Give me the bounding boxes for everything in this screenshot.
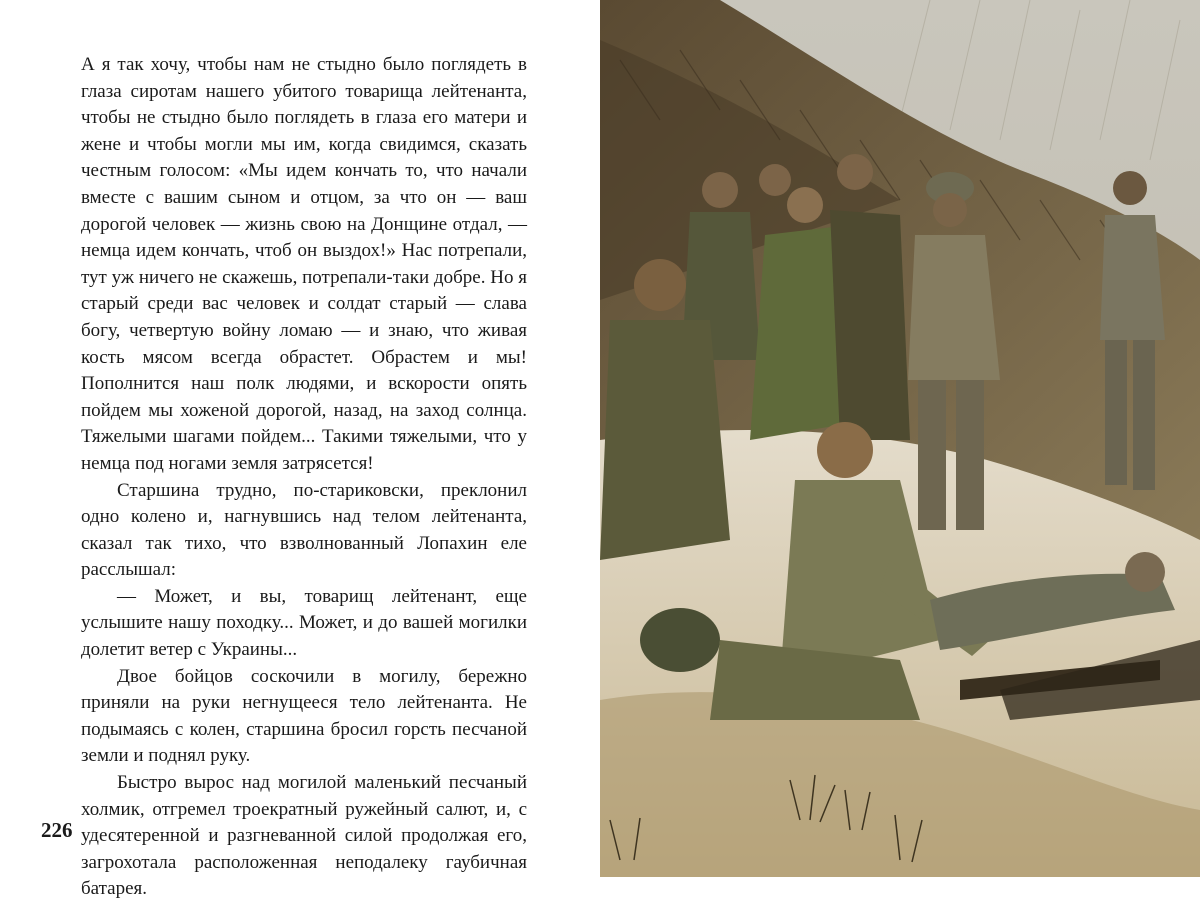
body-text [81, 52, 527, 903]
paragraph-3: — Может, и вы, товарищ лейтенант, еще услышите нашу походку... Может, и до вашей могилки долетит ветер с Украины... [81, 585, 527, 661]
left-text-page [0, 0, 600, 900]
page-number: 226 [41, 818, 73, 842]
paragraph-2: Старшина трудно, по-стариковски, преклонил одно колено и, нагнувшись над телом лейтенанта, сказал так тихо, что взволнованный Лопахин еле расслышал: [81, 479, 527, 581]
paragraph-4: Двое бойцов соскочили в могилу, бережно приняли на руки негнущееся тело лейтенанта. Не подымаясь с колен, старшина бросил горсть песчаной земли и поднял руку. [81, 665, 527, 767]
paragraph-1: А я так хочу, чтобы нам не стыдно было поглядеть в глаза сиротам нашего убитого товарища лейтенанта, чтобы не стыдно было поглядеть в глаза его матери и жене и чтобы могли мы им, когда свидимся, сказать честным голосом: «Мы идем кончать то, что начали вместе с вашим сыном и отцом, за что он — ваш дорогой человек — жизнь свою на Донщине отдал, — немца идем кончать, чтоб он выздох!» Нас потрепали, тут уж ничего не скажешь, потрепали-таки добре. Но я старый среди вас человек и солдат старый — слава богу, четвертую войну ломаю — и знаю, что живая кость мясом всегда обрастет. Обрастем и мы! Пополнится наш полк людями, и вскорости опять пойдем мы хоженой дорогой, назад, на заход солнца. Тяжелыми шагами пойдем... Такими тяжелыми, что у немца под ногами земля затрясется! [81, 54, 527, 474]
paragraph-5: Быстро вырос над могилой маленький песчаный холмик, отгремел троекратный ружейный салют, и, с удесятеренной и разгневанной силой продолжая его, загрохотала расположенная неподалеку гаубичная батарея. [81, 772, 527, 900]
illustration-drawing [600, 0, 1200, 877]
war-illustration [600, 0, 1200, 877]
